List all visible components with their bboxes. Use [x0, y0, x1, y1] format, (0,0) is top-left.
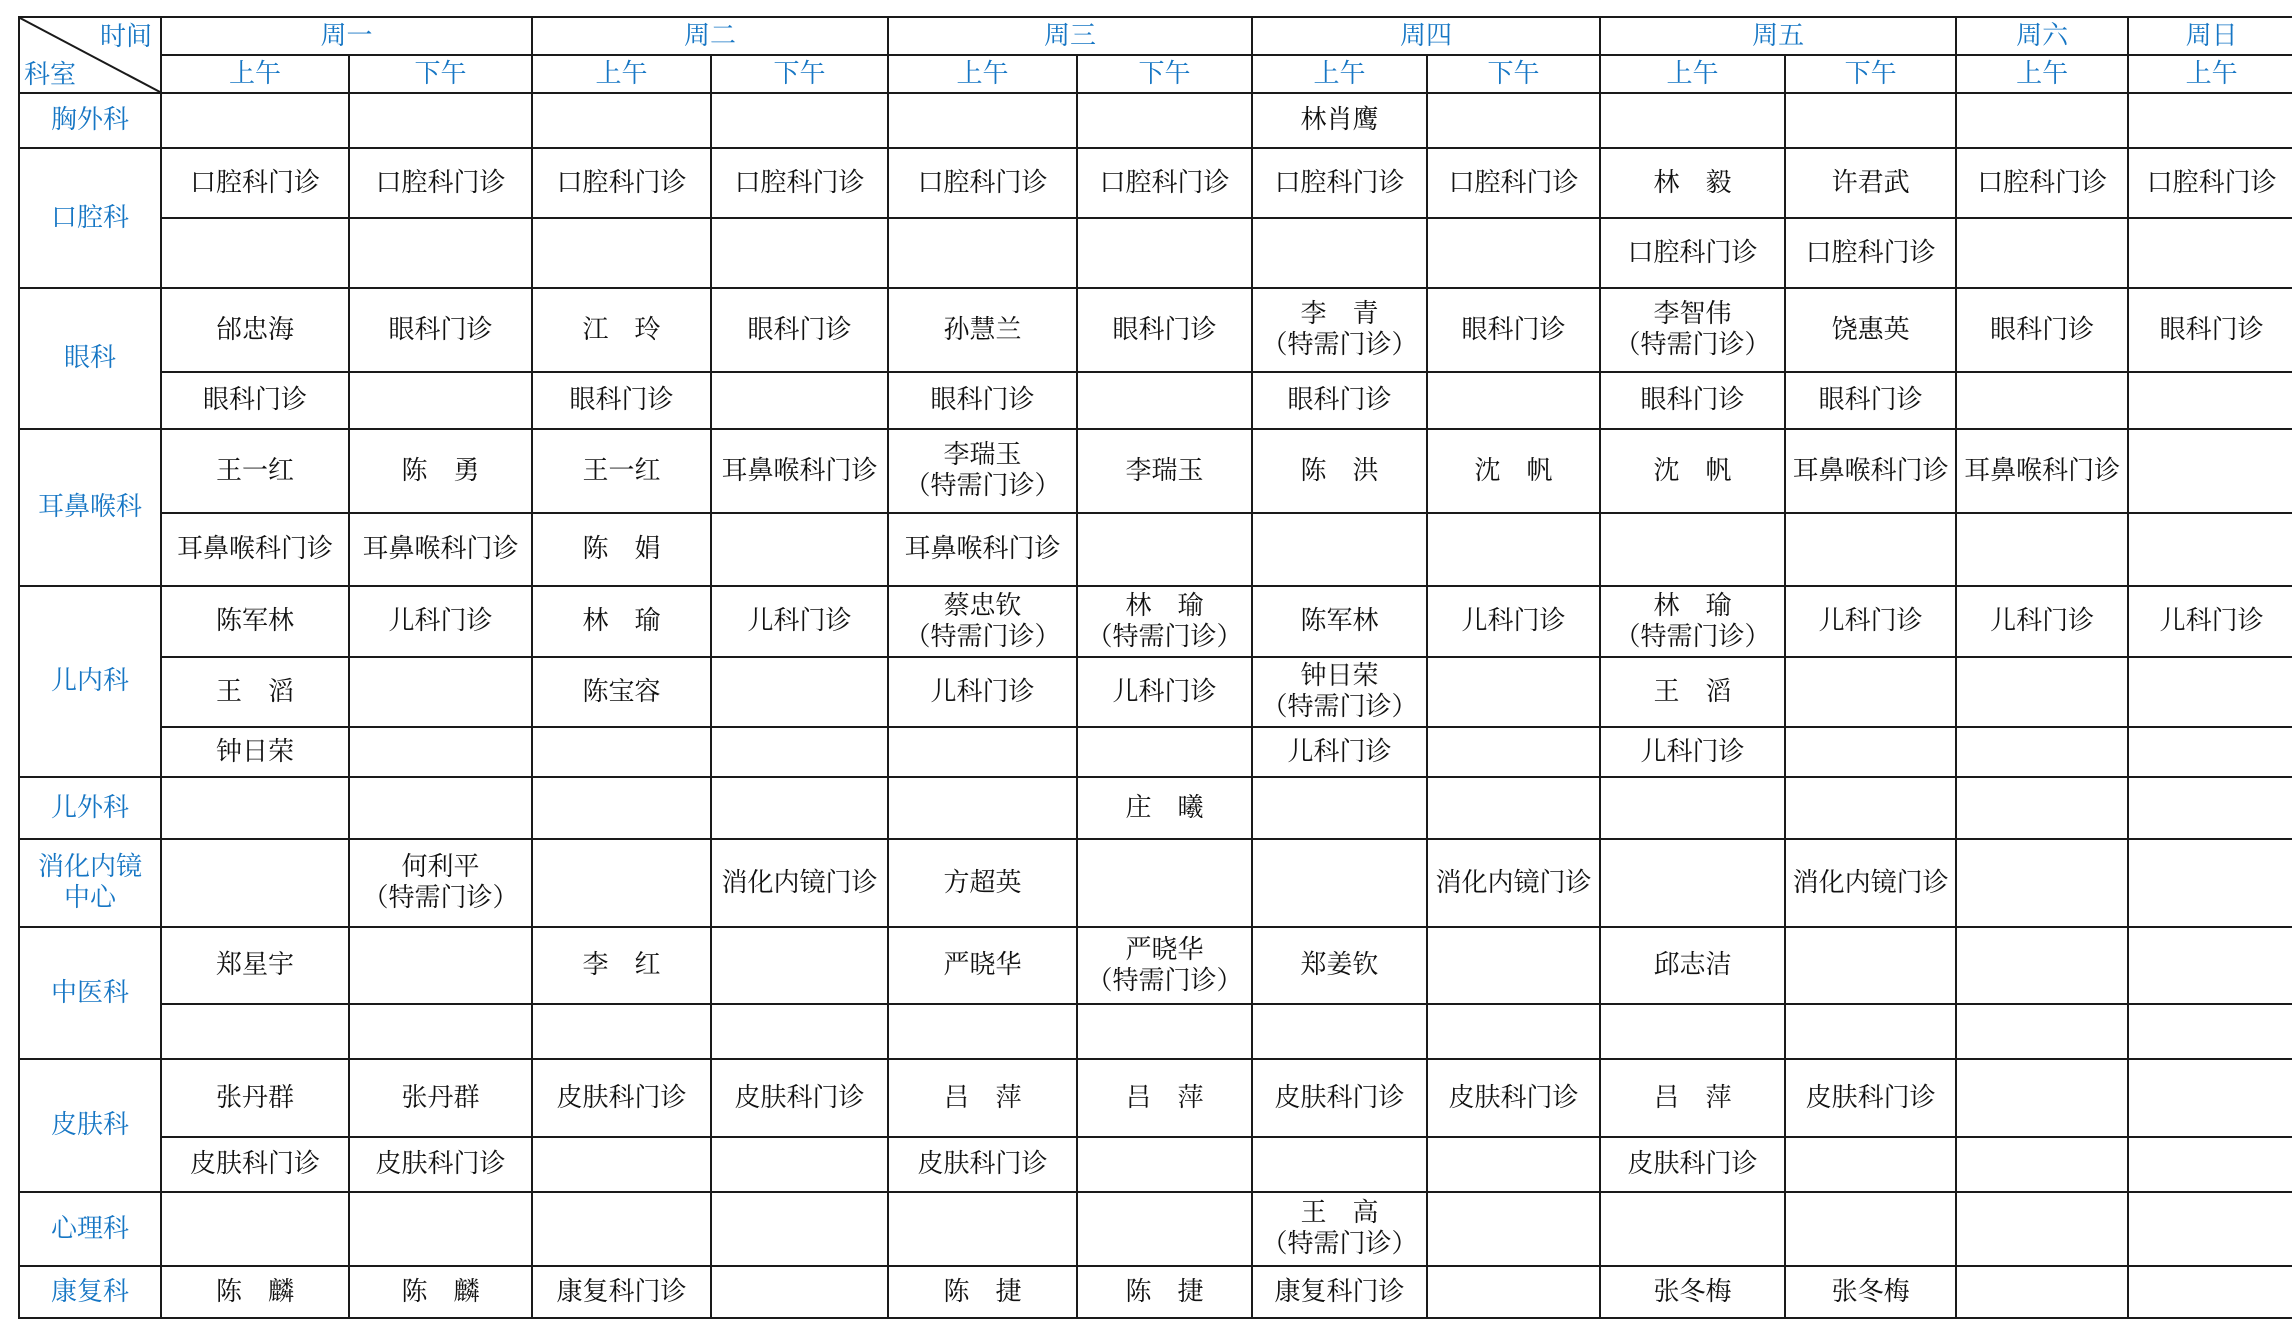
cell-line: （特需门诊） [1614, 330, 1771, 360]
schedule-cell [888, 727, 1077, 777]
schedule-cell: 张丹群 [161, 1059, 349, 1137]
schedule-cell: 林肖鹰 [1252, 93, 1427, 148]
schedule-cell [711, 927, 888, 1004]
schedule-cell: 耳鼻喉科门诊 [711, 429, 888, 513]
department-name: 口腔科 [19, 148, 161, 288]
schedule-cell: 李 红 [532, 927, 711, 1004]
cell-line: 消化内镜 [37, 852, 142, 882]
department-name: 耳鼻喉科 [19, 429, 161, 586]
slot-header: 上午 [161, 55, 349, 93]
schedule-cell: 沈 帆 [1600, 429, 1785, 513]
day-header: 周日 [2128, 17, 2292, 55]
schedule-cell [888, 218, 1077, 288]
schedule-cell: 皮肤科门诊 [532, 1059, 711, 1137]
schedule-cell: 口腔科门诊 [349, 148, 532, 218]
cell-line: （特需门诊） [1614, 621, 1771, 652]
schedule-cell [1077, 839, 1252, 927]
schedule-cell: 儿科门诊 [1600, 727, 1785, 777]
schedule-cell: 江 玲 [532, 288, 711, 372]
schedule-cell: 张冬梅 [1785, 1266, 1956, 1318]
table-row [19, 777, 2292, 839]
schedule-cell [2128, 218, 2292, 288]
schedule-cell [349, 727, 532, 777]
schedule-cell: 口腔科门诊 [1252, 148, 1427, 218]
schedule-cell [2128, 1137, 2292, 1192]
schedule-cell [1252, 839, 1427, 927]
schedule-cell [1956, 839, 2128, 927]
clinic-schedule-table [18, 16, 2292, 1319]
cell-line: 王 高 [1300, 1198, 1379, 1228]
schedule-cell: 庄 曦 [1077, 777, 1252, 839]
table-row [19, 1137, 2292, 1192]
schedule-cell [711, 1266, 888, 1318]
schedule-cell [2128, 657, 2292, 727]
table-row [19, 218, 2292, 288]
schedule-cell [1956, 927, 2128, 1004]
schedule-cell: 眼科门诊 [532, 372, 711, 429]
schedule-cell: 王一红 [161, 429, 349, 513]
schedule-cell: 张冬梅 [1600, 1266, 1785, 1318]
cell-line: 林 瑜 [1125, 590, 1204, 621]
schedule-cell [1077, 927, 1252, 1004]
schedule-cell: 口腔科门诊 [1785, 218, 1956, 288]
schedule-cell [1252, 288, 1427, 372]
schedule-cell: 儿科门诊 [888, 657, 1077, 727]
slot-header: 上午 [1600, 55, 1785, 93]
corner-dept-label: 科室 [24, 60, 77, 90]
slot-header: 上午 [888, 55, 1077, 93]
schedule-cell [1077, 372, 1252, 429]
day-header: 周三 [888, 17, 1252, 55]
schedule-cell [1252, 218, 1427, 288]
schedule-cell: 皮肤科门诊 [1600, 1137, 1785, 1192]
schedule-cell: 眼科门诊 [1252, 372, 1427, 429]
department-name: 心理科 [19, 1192, 161, 1266]
schedule-cell: 眼科门诊 [2128, 288, 2292, 372]
schedule-cell [888, 777, 1077, 839]
schedule-cell [532, 727, 711, 777]
department-name: 胸外科 [19, 93, 161, 148]
schedule-cell: 口腔科门诊 [1600, 218, 1785, 288]
table-row [19, 927, 2292, 1004]
schedule-cell: 口腔科门诊 [888, 148, 1077, 218]
day-header: 周六 [1956, 17, 2128, 55]
department-name: 皮肤科 [19, 1059, 161, 1192]
schedule-cell [711, 372, 888, 429]
day-header: 周一 [161, 17, 532, 55]
schedule-cell [2128, 839, 2292, 927]
table-row [19, 288, 2292, 372]
schedule-cell: 口腔科门诊 [161, 148, 349, 218]
schedule-cell [1427, 1192, 1600, 1266]
schedule-cell [161, 1004, 349, 1059]
schedule-cell: 皮肤科门诊 [888, 1137, 1077, 1192]
schedule-cell [532, 777, 711, 839]
schedule-cell: 眼科门诊 [1956, 288, 2128, 372]
schedule-cell [2128, 93, 2292, 148]
schedule-cell: 王一红 [532, 429, 711, 513]
slot-header: 上午 [1956, 55, 2128, 93]
schedule-cell [1427, 777, 1600, 839]
schedule-cell [1956, 93, 2128, 148]
schedule-cell: 口腔科门诊 [1077, 148, 1252, 218]
cell-line: 李智伟 [1653, 299, 1732, 329]
schedule-cell [1785, 513, 1956, 586]
schedule-cell [888, 93, 1077, 148]
cell-line: （特需门诊） [1261, 692, 1418, 722]
schedule-cell: 郑姜钦 [1252, 927, 1427, 1004]
schedule-cell [1600, 586, 1785, 657]
schedule-cell: 孙慧兰 [888, 288, 1077, 372]
schedule-cell [1785, 727, 1956, 777]
schedule-cell [1427, 372, 1600, 429]
cell-line: （特需门诊） [362, 883, 519, 913]
schedule-cell [349, 839, 532, 927]
schedule-cell [711, 657, 888, 727]
department-name: 中医科 [19, 927, 161, 1059]
schedule-cell: 皮肤科门诊 [161, 1137, 349, 1192]
department-name: 眼科 [19, 288, 161, 429]
cell-line: 李 青 [1300, 299, 1379, 329]
cell-line: 何利平 [401, 852, 480, 882]
schedule-cell: 沈 帆 [1427, 429, 1600, 513]
schedule-cell: 吕 萍 [888, 1059, 1077, 1137]
schedule-cell: 儿科门诊 [1077, 657, 1252, 727]
slot-header: 上午 [532, 55, 711, 93]
schedule-cell: 儿科门诊 [1956, 586, 2128, 657]
table-row [19, 148, 2292, 218]
schedule-cell: 眼科门诊 [711, 288, 888, 372]
slot-header: 上午 [1252, 55, 1427, 93]
table-row [19, 429, 2292, 513]
corner-header [19, 17, 161, 93]
schedule-cell [1427, 513, 1600, 586]
schedule-cell: 邰忠海 [161, 288, 349, 372]
schedule-cell: 眼科门诊 [161, 372, 349, 429]
schedule-cell [2128, 1059, 2292, 1137]
schedule-cell: 消化内镜门诊 [1785, 839, 1956, 927]
schedule-cell [2128, 727, 2292, 777]
schedule-cell [2128, 1004, 2292, 1059]
schedule-cell: 方超英 [888, 839, 1077, 927]
schedule-cell [1956, 218, 2128, 288]
slot-header: 下午 [1077, 55, 1252, 93]
schedule-cell [161, 218, 349, 288]
schedule-cell [1785, 657, 1956, 727]
schedule-cell [349, 777, 532, 839]
schedule-cell [1785, 93, 1956, 148]
slot-header: 上午 [2128, 55, 2292, 93]
schedule-cell [1600, 1004, 1785, 1059]
schedule-cell: 陈宝容 [532, 657, 711, 727]
cell-line: （特需门诊） [1261, 330, 1418, 360]
schedule-cell [2128, 927, 2292, 1004]
schedule-cell: 陈军林 [1252, 586, 1427, 657]
cell-line: 钟日荣 [1300, 661, 1379, 691]
schedule-cell [1600, 1192, 1785, 1266]
schedule-cell: 吕 萍 [1077, 1059, 1252, 1137]
schedule-cell [1956, 727, 2128, 777]
schedule-cell [888, 1004, 1077, 1059]
schedule-cell [349, 927, 532, 1004]
schedule-cell [532, 218, 711, 288]
schedule-cell: 口腔科门诊 [1427, 148, 1600, 218]
schedule-cell: 眼科门诊 [888, 372, 1077, 429]
schedule-cell [349, 657, 532, 727]
schedule-cell: 儿科门诊 [1252, 727, 1427, 777]
department-name: 儿内科 [19, 586, 161, 777]
schedule-cell: 耳鼻喉科门诊 [888, 513, 1077, 586]
schedule-cell: 儿科门诊 [1785, 586, 1956, 657]
schedule-cell: 康复科门诊 [1252, 1266, 1427, 1318]
schedule-cell [1600, 839, 1785, 927]
schedule-cell: 吕 萍 [1600, 1059, 1785, 1137]
schedule-cell: 儿科门诊 [1427, 586, 1600, 657]
schedule-cell [532, 1004, 711, 1059]
slot-header: 下午 [1427, 55, 1600, 93]
schedule-cell [349, 93, 532, 148]
schedule-cell: 陈军林 [161, 586, 349, 657]
schedule-cell [1785, 1004, 1956, 1059]
schedule-cell: 康复科门诊 [532, 1266, 711, 1318]
slot-header: 下午 [711, 55, 888, 93]
schedule-cell: 皮肤科门诊 [1427, 1059, 1600, 1137]
cell-line: 林 瑜 [1653, 590, 1732, 621]
schedule-cell [888, 586, 1077, 657]
schedule-cell: 林 毅 [1600, 148, 1785, 218]
schedule-cell [1427, 1137, 1600, 1192]
day-header: 周四 [1252, 17, 1600, 55]
schedule-cell [1427, 727, 1600, 777]
schedule-cell [2128, 1266, 2292, 1318]
slot-header: 下午 [1785, 55, 1956, 93]
cell-line: 李瑞玉 [943, 440, 1022, 470]
schedule-cell [2128, 429, 2292, 513]
schedule-cell: 口腔科门诊 [711, 148, 888, 218]
schedule-cell [1077, 93, 1252, 148]
schedule-cell: 耳鼻喉科门诊 [1785, 429, 1956, 513]
schedule-cell [1252, 1192, 1427, 1266]
schedule-cell: 眼科门诊 [1785, 372, 1956, 429]
schedule-cell: 陈 洪 [1252, 429, 1427, 513]
schedule-cell [1956, 1004, 2128, 1059]
schedule-cell [1956, 372, 2128, 429]
schedule-cell [711, 513, 888, 586]
schedule-cell: 陈 麟 [349, 1266, 532, 1318]
schedule-cell [1785, 777, 1956, 839]
cell-line: 蔡忠钦 [943, 590, 1022, 621]
department-name [19, 839, 161, 927]
schedule-cell [1077, 586, 1252, 657]
schedule-cell [1252, 1004, 1427, 1059]
schedule-cell [1956, 1266, 2128, 1318]
department-name: 康复科 [19, 1266, 161, 1318]
schedule-cell: 许君武 [1785, 148, 1956, 218]
schedule-cell: 林 瑜 [532, 586, 711, 657]
schedule-cell [1077, 513, 1252, 586]
schedule-cell [161, 839, 349, 927]
cell-line: （特需门诊） [904, 621, 1061, 652]
table-row [19, 1192, 2292, 1266]
table-row [19, 1266, 2292, 1318]
schedule-cell: 耳鼻喉科门诊 [1956, 429, 2128, 513]
table-row [19, 657, 2292, 727]
table-row [19, 513, 2292, 586]
schedule-cell [1785, 1192, 1956, 1266]
schedule-cell [2128, 513, 2292, 586]
schedule-cell [1427, 927, 1600, 1004]
schedule-cell [711, 1004, 888, 1059]
schedule-cell: 饶惠英 [1785, 288, 1956, 372]
schedule-cell [1956, 513, 2128, 586]
department-name: 儿外科 [19, 777, 161, 839]
schedule-cell [1252, 777, 1427, 839]
schedule-cell: 王 滔 [161, 657, 349, 727]
cell-line: （特需门诊） [904, 471, 1061, 501]
schedule-cell: 钟日荣 [161, 727, 349, 777]
schedule-cell [1427, 218, 1600, 288]
schedule-cell [1252, 1137, 1427, 1192]
cell-line: （特需门诊） [1261, 1229, 1418, 1259]
table-row [19, 586, 2292, 657]
schedule-cell: 皮肤科门诊 [711, 1059, 888, 1137]
schedule-cell [1077, 218, 1252, 288]
cell-line: （特需门诊） [1086, 621, 1243, 652]
schedule-cell [1427, 1266, 1600, 1318]
schedule-cell: 儿科门诊 [2128, 586, 2292, 657]
schedule-cell [1600, 288, 1785, 372]
schedule-cell: 郑星宇 [161, 927, 349, 1004]
schedule-cell: 消化内镜门诊 [1427, 839, 1600, 927]
schedule-cell [1785, 1137, 1956, 1192]
schedule-cell [1252, 513, 1427, 586]
schedule-cell [161, 777, 349, 839]
table-row [19, 727, 2292, 777]
schedule-cell: 儿科门诊 [349, 586, 532, 657]
schedule-cell: 陈 捷 [1077, 1266, 1252, 1318]
schedule-cell [161, 93, 349, 148]
cell-line: （特需门诊） [1086, 965, 1243, 996]
schedule-cell [1956, 1137, 2128, 1192]
schedule-cell [711, 1137, 888, 1192]
cell-line: 中心 [63, 883, 116, 913]
schedule-cell: 眼科门诊 [1600, 372, 1785, 429]
schedule-cell: 陈 娟 [532, 513, 711, 586]
day-header: 周五 [1600, 17, 1956, 55]
schedule-cell [711, 727, 888, 777]
schedule-cell [888, 429, 1077, 513]
schedule-cell [349, 1192, 532, 1266]
schedule-cell: 严晓华 [888, 927, 1077, 1004]
schedule-cell [2128, 777, 2292, 839]
schedule-cell: 皮肤科门诊 [1252, 1059, 1427, 1137]
schedule-cell [1600, 93, 1785, 148]
table-row [19, 93, 2292, 148]
slot-header: 下午 [349, 55, 532, 93]
schedule-cell: 口腔科门诊 [532, 148, 711, 218]
schedule-cell [532, 93, 711, 148]
corner-time-label: 时间 [99, 22, 152, 52]
schedule-cell [161, 1192, 349, 1266]
schedule-cell: 口腔科门诊 [2128, 148, 2292, 218]
schedule-cell [1600, 777, 1785, 839]
schedule-cell [349, 372, 532, 429]
schedule-cell: 眼科门诊 [1427, 288, 1600, 372]
table-row [19, 1004, 2292, 1059]
schedule-cell [1077, 1137, 1252, 1192]
schedule-cell [1077, 1004, 1252, 1059]
schedule-cell [711, 218, 888, 288]
schedule-cell: 陈 捷 [888, 1266, 1077, 1318]
schedule-cell [1956, 777, 2128, 839]
schedule-cell: 张丹群 [349, 1059, 532, 1137]
schedule-cell: 邱志洁 [1600, 927, 1785, 1004]
schedule-cell [349, 218, 532, 288]
schedule-cell [1956, 1192, 2128, 1266]
schedule-cell [2128, 372, 2292, 429]
schedule-cell [532, 839, 711, 927]
schedule-cell: 皮肤科门诊 [349, 1137, 532, 1192]
schedule-cell [349, 1004, 532, 1059]
schedule-cell: 陈 麟 [161, 1266, 349, 1318]
schedule-cell: 耳鼻喉科门诊 [349, 513, 532, 586]
cell-line: 严晓华 [1125, 934, 1204, 965]
schedule-cell [1600, 513, 1785, 586]
schedule-cell [532, 1192, 711, 1266]
schedule-cell [1785, 927, 1956, 1004]
schedule-cell: 消化内镜门诊 [711, 839, 888, 927]
schedule-cell [1427, 1004, 1600, 1059]
table-row [19, 839, 2292, 927]
schedule-cell [1252, 657, 1427, 727]
schedule-cell [1427, 657, 1600, 727]
schedule-cell: 儿科门诊 [711, 586, 888, 657]
schedule-cell [1956, 657, 2128, 727]
schedule-cell [1077, 727, 1252, 777]
schedule-cell [711, 1192, 888, 1266]
schedule-cell: 王 滔 [1600, 657, 1785, 727]
schedule-cell: 耳鼻喉科门诊 [161, 513, 349, 586]
schedule-cell [1956, 1059, 2128, 1137]
schedule-cell: 口腔科门诊 [1956, 148, 2128, 218]
schedule-cell [532, 1137, 711, 1192]
schedule-cell: 眼科门诊 [1077, 288, 1252, 372]
schedule-cell: 眼科门诊 [349, 288, 532, 372]
table-row [19, 1059, 2292, 1137]
table-row [19, 372, 2292, 429]
schedule-cell [2128, 1192, 2292, 1266]
schedule-cell: 皮肤科门诊 [1785, 1059, 1956, 1137]
schedule-cell [1427, 93, 1600, 148]
schedule-cell [1077, 1192, 1252, 1266]
schedule-cell [711, 93, 888, 148]
schedule-cell [888, 1192, 1077, 1266]
day-header: 周二 [532, 17, 888, 55]
schedule-cell: 李瑞玉 [1077, 429, 1252, 513]
schedule-cell: 陈 勇 [349, 429, 532, 513]
schedule-cell [711, 777, 888, 839]
